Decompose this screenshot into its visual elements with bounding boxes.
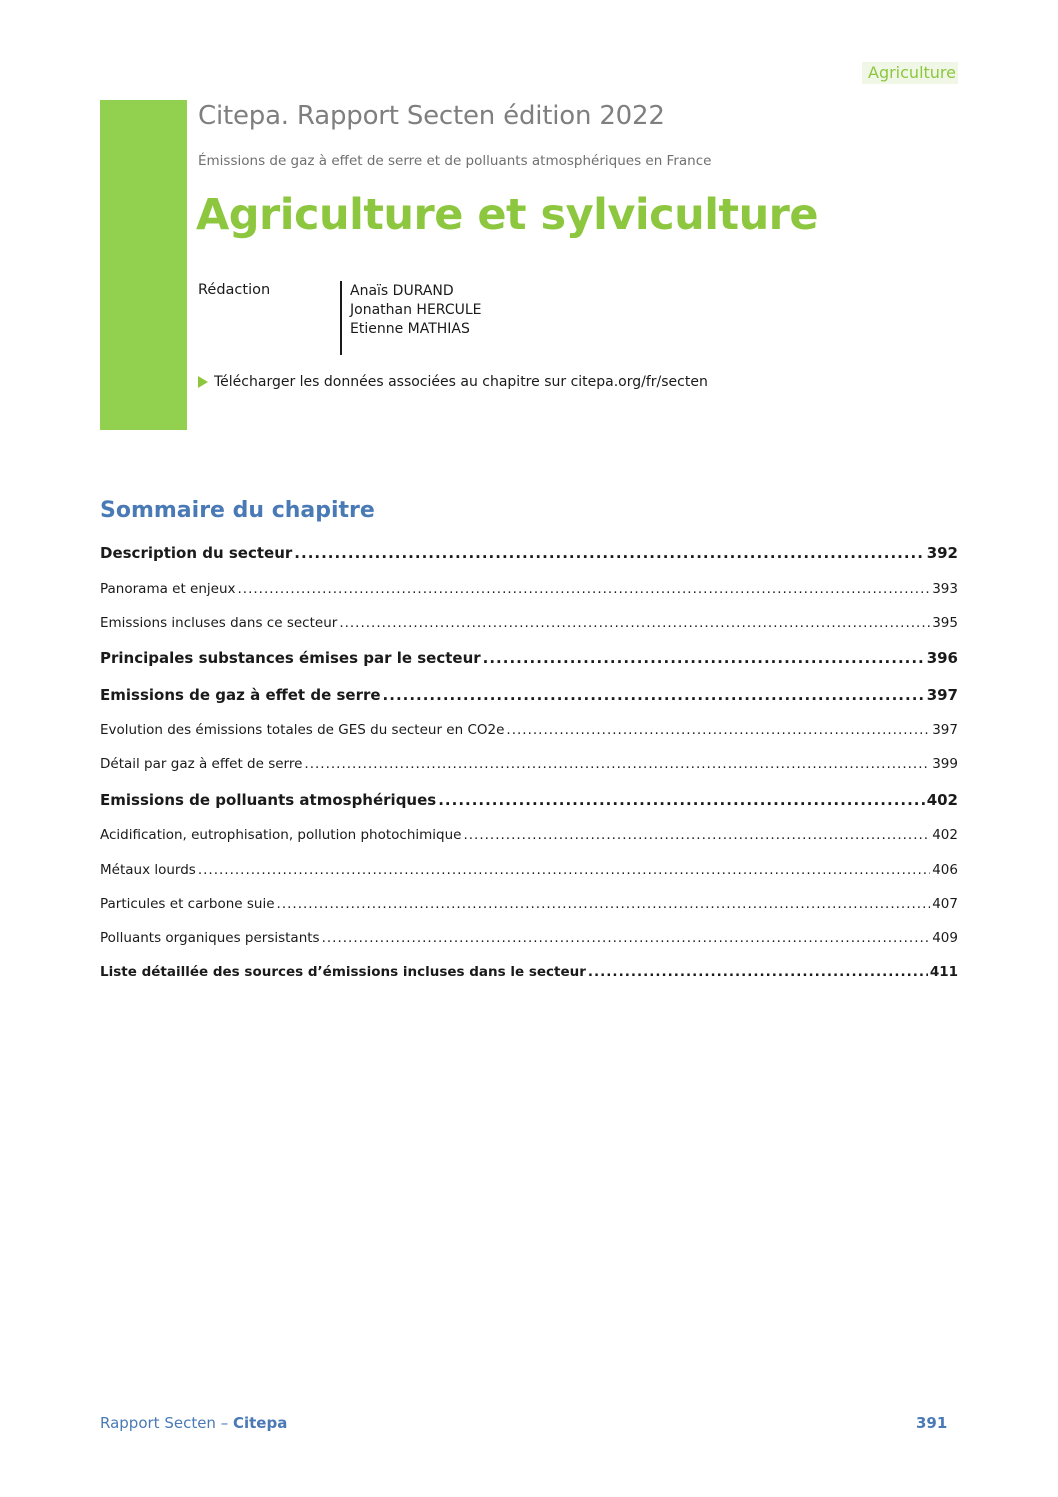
toc-entry-page[interactable]: 402 [926, 791, 958, 809]
toc-entry-page[interactable]: 409 [932, 930, 958, 946]
footer-report-name [100, 1414, 287, 1432]
report-title: Citepa. Rapport Secten édition 2022 [198, 101, 665, 131]
author-list [350, 282, 481, 339]
toc-entry-page[interactable]: 396 [926, 649, 958, 667]
footer-brand: Citepa [232, 1414, 288, 1432]
report-subtitle: Émissions de gaz à effet de serre et de polluants atmosphériques en France [198, 153, 712, 169]
toc-leader [304, 756, 930, 772]
download-link[interactable] [198, 374, 708, 390]
toc-entry[interactable] [100, 862, 958, 878]
toc-entry-page[interactable]: 407 [932, 896, 958, 912]
play-arrow-icon [198, 376, 208, 388]
toc-entry-page[interactable]: 406 [932, 862, 958, 878]
toc-entry-page[interactable]: 392 [926, 544, 958, 562]
accent-bar [100, 100, 187, 430]
section-tag: Agriculture [862, 62, 958, 84]
toc-entry-page[interactable]: 411 [929, 964, 958, 980]
toc-leader [277, 896, 931, 912]
toc-leader [438, 791, 924, 809]
toc-leader [383, 686, 925, 704]
toc-leader [588, 964, 928, 980]
toc-entry-label[interactable]: Principales substances émises par le secteur [100, 649, 481, 667]
toc-entry-label[interactable]: Emissions de polluants atmosphériques [100, 791, 437, 809]
toc-leader [198, 862, 930, 878]
toc-entry[interactable] [100, 756, 958, 772]
author-name: Jonathan HERCULE [350, 302, 482, 318]
toc-leader [238, 581, 931, 597]
toc-entry[interactable] [100, 615, 958, 631]
toc-entry-page[interactable]: 395 [932, 615, 958, 631]
toc-entry-page[interactable]: 397 [926, 686, 958, 704]
toc-entry-label[interactable]: Polluants organiques persistants [100, 930, 320, 946]
toc-entry[interactable] [100, 791, 958, 809]
toc-leader [506, 722, 930, 738]
page-number: 391 [916, 1414, 948, 1432]
toc-entry[interactable] [100, 544, 958, 562]
toc-entry-page[interactable]: 402 [932, 827, 958, 843]
author-separator [340, 281, 342, 355]
toc-entry[interactable] [100, 827, 958, 843]
toc-entry-label[interactable]: Acidification, eutrophisation, pollution photochimique [100, 827, 462, 843]
toc-leader [339, 615, 930, 631]
toc-leader [463, 827, 930, 843]
chapter-title: Agriculture et sylviculture [196, 190, 819, 240]
footer-report-label: Rapport Secten – [100, 1414, 233, 1432]
toc-entry-label[interactable]: Emissions de gaz à effet de serre [100, 686, 381, 704]
toc-entry-label[interactable]: Evolution des émissions totales de GES du secteur en CO2e [100, 722, 505, 738]
toc-leader [483, 649, 925, 667]
toc-entry[interactable] [100, 686, 958, 704]
toc-entry[interactable] [100, 722, 958, 738]
toc-entry[interactable] [100, 896, 958, 912]
toc-entry-page[interactable]: 397 [932, 722, 958, 738]
author-name: Etienne MATHIAS [350, 321, 470, 337]
toc-entry-label[interactable]: Particules et carbone suie [100, 896, 275, 912]
toc-leader [294, 544, 924, 562]
toc-entry-label[interactable]: Liste détaillée des sources d’émissions incluses dans le secteur [100, 964, 586, 980]
toc-leader [322, 930, 931, 946]
toc-entry[interactable] [100, 964, 958, 980]
download-link-text[interactable]: Télécharger les données associées au chapitre sur citepa.org/fr/secten [214, 374, 708, 390]
redaction-label: Rédaction [198, 282, 271, 298]
toc-entry-page[interactable]: 399 [932, 756, 958, 772]
toc-entry[interactable] [100, 581, 958, 597]
toc-entry-page[interactable]: 393 [932, 581, 958, 597]
toc-entry-label[interactable]: Description du secteur [100, 544, 293, 562]
toc-entry-label[interactable]: Emissions incluses dans ce secteur [100, 615, 338, 631]
toc-entry-label[interactable]: Métaux lourds [100, 862, 196, 878]
toc-entry[interactable] [100, 930, 958, 946]
toc-heading: Sommaire du chapitre [100, 498, 375, 523]
toc-entry-label[interactable]: Panorama et enjeux [100, 581, 236, 597]
author-name: Anaïs DURAND [350, 283, 454, 299]
toc-entry[interactable] [100, 649, 958, 667]
toc-entry-label[interactable]: Détail par gaz à effet de serre [100, 756, 303, 772]
